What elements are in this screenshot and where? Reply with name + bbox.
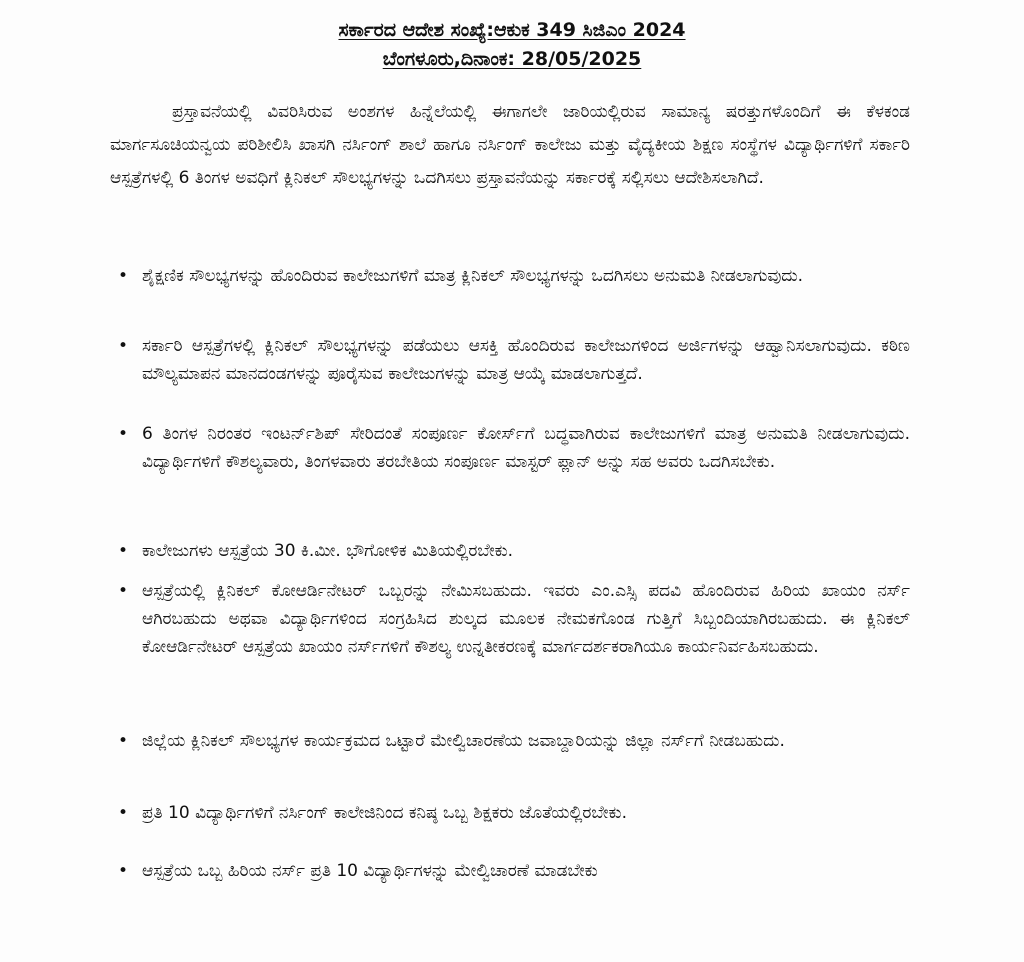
guideline-item xyxy=(118,537,910,577)
guideline-text: 6 ತಿಂಗಳ ನಿರಂತರ ಇಂಟರ್ನ್‌ಶಿಪ್ ಸೇರಿದಂತೆ ಸಂಪೂರ್ಣ ಕೋರ್ಸ್‌ಗೆ ಬದ್ಧವಾಗಿರುವ ಕಾಲೇಜುಗಳಿಗೆ ಮಾತ್ರ ಅನುಮತಿ ನೀಡಲಾಗುವುದು. ವಿದ್ಯಾರ್ಥಿಗಳಿಗೆ ಕೌಶಲ್ಯವಾರು, ತಿಂಗಳವಾರು ತರಬೇತಿಯ ಸಂಪೂರ್ಣ ಮಾಸ್ಟರ್ ಪ್ಲಾನ್ ಅನ್ನು ಸಹ ಅವರು ಒದಗಿಸಬೇಕು. xyxy=(142,424,910,472)
bullet-icon: • xyxy=(118,266,129,286)
bullet-icon: • xyxy=(118,731,129,751)
guideline-text: ಆಸ್ಪತ್ರೆಯಲ್ಲಿ ಕ್ಲಿನಿಕಲ್ ಕೋಆರ್ಡಿನೇಟರ್ ಒಬ್ಬರನ್ನು ನೇಮಿಸಬಹುದು. ಇವರು ಎಂ.ಎಸ್ಸಿ ಪದವಿ ಹೊಂದಿರುವ ಹಿರಿಯ ಖಾಯಂ ನರ್ಸ್ ಆಗಿರಬಹುದು ಅಥವಾ ವಿದ್ಯಾರ್ಥಿಗಳಿಂದ ಸಂಗ್ರಹಿಸಿದ ಶುಲ್ಕದ ಮೂಲಕ ನೇಮಕಗೊಂಡ ಗುತ್ತಿಗೆ ಸಿಬ್ಬಂದಿಯಾಗಿರಬಹುದು. ಈ ಕ್ಲಿನಿಕಲ್ ಕೋಆರ್ಡಿನೇಟರ್ ಆಸ್ಪತ್ರೆಯ ಖಾಯಂ ನರ್ಸ್‌ಗಳಿಗೆ ಕೌಶಲ್ಯ ಉನ್ನತೀಕರಣಕ್ಕೆ ಮಾರ್ಗದರ್ಶಕರಾಗಿಯೂ ಕಾರ್ಯನಿರ್ವಹಿಸಬಹುದು. xyxy=(142,581,910,657)
guideline-item xyxy=(118,577,910,727)
guideline-text: ಸರ್ಕಾರಿ ಆಸ್ಪತ್ರೆಗಳಲ್ಲಿ ಕ್ಲಿನಿಕಲ್ ಸೌಲಭ್ಯಗಳನ್ನು ಪಡೆಯಲು ಆಸಕ್ತಿ ಹೊಂದಿರುವ ಕಾಲೇಜುಗಳಿಂದ ಅರ್ಜಿಗಳನ್ನು ಆಹ್ವಾನಿಸಲಾಗುವುದು. ಕಠಿಣ ಮೌಲ್ಯಮಾಪನ ಮಾನದಂಡಗಳನ್ನು ಪೂರೈಸುವ ಕಾಲೇಜುಗಳನ್ನು ಮಾತ್ರ ಆಯ್ಕೆ ಮಾಡಲಾಗುತ್ತದೆ. xyxy=(142,336,910,384)
guideline-item xyxy=(118,420,910,537)
bullet-icon: • xyxy=(118,336,129,356)
order-number-title: ಸರ್ಕಾರದ ಆದೇಶ ಸಂಖ್ಯೆ:ಆಕುಕ 349 ಸಿಜಿಎಂ 2024 xyxy=(338,19,686,41)
bullet-icon: • xyxy=(118,581,129,601)
bullet-icon: • xyxy=(118,803,129,823)
bullet-icon: • xyxy=(118,541,129,561)
guideline-item xyxy=(118,332,910,420)
guideline-text: ಪ್ರತಿ 10 ವಿದ್ಯಾರ್ಥಿಗಳಿಗೆ ನರ್ಸಿಂಗ್ ಕಾಲೇಜಿನಿಂದ ಕನಿಷ್ಠ ಒಬ್ಬ ಶಿಕ್ಷಕರು ಜೊತೆಯಲ್ಲಿರಬೇಕು. xyxy=(142,803,627,823)
guideline-text: ಜಿಲ್ಲೆಯ ಕ್ಲಿನಿಕಲ್ ಸೌಲಭ್ಯಗಳ ಕಾರ್ಯಕ್ರಮದ ಒಟ್ಟಾರೆ ಮೇಲ್ವಿಚಾರಣೆಯ ಜವಾಬ್ದಾರಿಯನ್ನು ಜಿಲ್ಲಾ ನರ್ಸ್‌ಗೆ ನೀಡಬಹುದು. xyxy=(142,731,785,751)
guideline-item xyxy=(118,799,910,857)
guideline-text: ಶೈಕ್ಷಣಿಕ ಸೌಲಭ್ಯಗಳನ್ನು ಹೊಂದಿರುವ ಕಾಲೇಜುಗಳಿಗೆ ಮಾತ್ರ ಕ್ಲಿನಿಕಲ್ ಸೌಲಭ್ಯಗಳನ್ನು ಒದಗಿಸಲು ಅನುಮತಿ ನೀಡಲಾಗುವುದು. xyxy=(142,266,804,286)
intro-paragraph: ಪ್ರಸ್ತಾವನೆಯಲ್ಲಿ ವಿವರಿಸಿರುವ ಅಂಶಗಳ ಹಿನ್ನೆಲೆಯಲ್ಲಿ ಈಗಾಗಲೇ ಜಾರಿಯಲ್ಲಿರುವ ಸಾಮಾನ್ಯ ಷರತ್ತುಗಳೊಂದಿಗೆ ಈ ಕೆಳಕಂಡ ಮಾರ್ಗಸೂಚಿಯನ್ವಯ ಪರಿಶೀಲಿಸಿ ಖಾಸಗಿ ನರ್ಸಿಂಗ್ ಶಾಲೆ ಹಾಗೂ ನರ್ಸಿಂಗ್ ಕಾಲೇಜು ಮತ್ತು ವೈದ್ಯಕೀಯ ಶಿಕ್ಷಣ ಸಂಸ್ಥೆಗಳ ವಿದ್ಯಾರ್ಥಿಗಳಿಗೆ ಸರ್ಕಾರಿ ಆಸ್ಪತ್ರೆಗಳಲ್ಲಿ 6 ತಿಂಗಳ ಅವಧಿಗೆ ಕ್ಲಿನಿಕಲ್ ಸೌಲಭ್ಯಗಳನ್ನು ಒದಗಿಸಲು ಪ್ರಸ್ತಾವನೆಯನ್ನು ಸರ್ಕಾರಕ್ಕೆ ಸಲ್ಲಿಸಲು ಆದೇಶಿಸಲಾಗಿದೆ. xyxy=(110,102,910,188)
bullet-icon: • xyxy=(118,861,129,881)
document-header xyxy=(0,16,1024,74)
guideline-text: ಕಾಲೇಜುಗಳು ಆಸ್ಪತ್ರೆಯ 30 ಕಿ.ಮೀ. ಭೌಗೋಳಿಕ ಮಿತಿಯಲ್ಲಿರಬೇಕು. xyxy=(142,541,514,561)
guideline-item xyxy=(118,262,910,332)
bullet-icon: • xyxy=(118,424,129,444)
place-date-title: ಬೆಂಗಳೂರು,ದಿನಾಂಕ: 28/05/2025 xyxy=(382,48,642,70)
guideline-list xyxy=(118,262,910,897)
guideline-text: ಆಸ್ಪತ್ರೆಯ ಒಬ್ಬ ಹಿರಿಯ ನರ್ಸ್ ಪ್ರತಿ 10 ವಿದ್ಯಾರ್ಥಿಗಳನ್ನು ಮೇಲ್ವಿಚಾರಣೆ ಮಾಡಬೇಕು xyxy=(142,861,598,881)
guideline-item xyxy=(118,727,910,799)
guideline-item xyxy=(118,857,910,897)
